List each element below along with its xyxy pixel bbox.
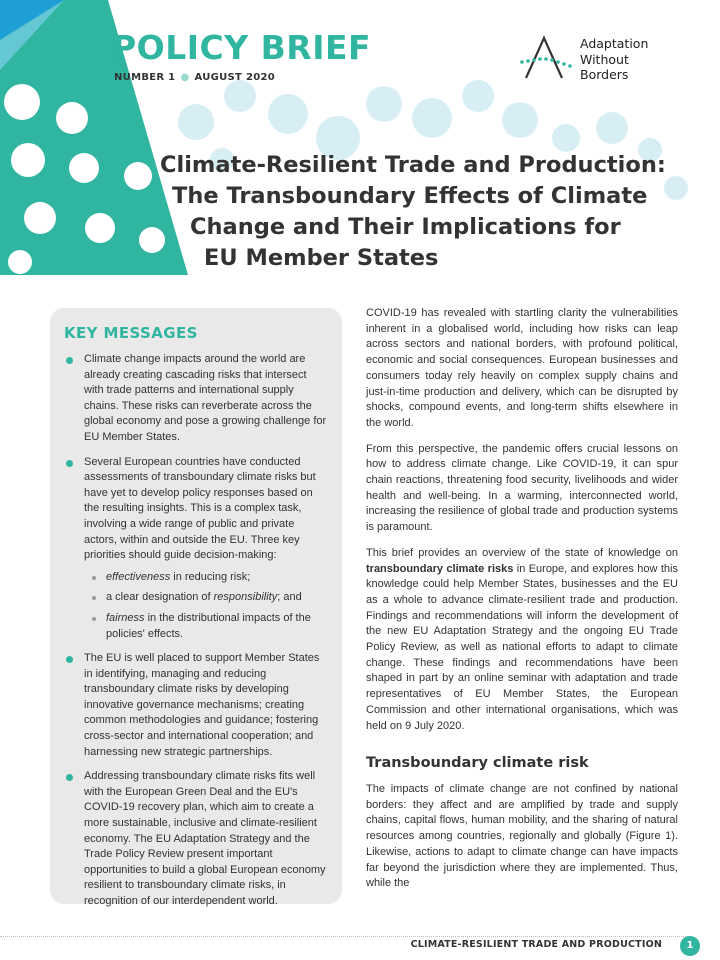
body-column: [366, 306, 678, 902]
key-message-text: The EU is well placed to support Member States in identifying, managing and reducing transboundary climate risks by developing innovative governance mechanisms; creating common methodologies and guidance; fostering cross-sector and international cooperation; and harnessing new strategic partnerships.: [84, 652, 320, 758]
priority-term: fairness: [106, 611, 145, 624]
key-messages-heading: KEY MESSAGES: [64, 324, 198, 342]
grey-bullet-icon: [92, 576, 96, 580]
issue-date: AUGUST 2020: [194, 72, 275, 83]
body-text: This brief provides an overview of the state of knowledge on: [366, 546, 678, 559]
page-number-badge: 1: [680, 936, 700, 956]
teal-bullet-icon: [66, 656, 73, 663]
title-line-3: Change and Their Implications for: [190, 214, 621, 240]
key-messages-box: [50, 308, 342, 907]
body-paragraph: [366, 546, 678, 734]
priority-text: a clear designation of: [106, 591, 214, 604]
logo-line-2: Without: [580, 51, 629, 67]
priority-item: [84, 590, 328, 606]
footer-running-title: CLIMATE-RESILIENT TRADE AND PRODUCTION: [403, 939, 662, 950]
priority-item: [84, 570, 328, 586]
logo-line-3: Borders: [580, 67, 629, 82]
priority-text: in the distributional impacts of the policies' effects.: [106, 611, 311, 640]
body-text: in Europe, and explores how this knowledge could help Member States, businesses and the EU as a whole to advance climate-resilient trade and production. Findings and recommendations will inform the development of the new EU Adaptation Strategy and the ongoing EU Trade Policy Review, as well as national efforts to adapt to climate change. These findings and recommendations have been shaped in part by an online seminar with adaptation and trade representatives of EU Member States, the European Commission and other international organisations, which was held on 9 July 2020.: [366, 562, 678, 732]
priority-text: in reducing risk;: [170, 570, 251, 583]
key-message-item: [64, 455, 328, 643]
key-message-text: Addressing transboundary climate risks fits well with the European Green Deal and the EU's COVID-19 recovery plan, which aim to create a more sustainable, inclusive and climate-resilient economy. The EU Adaptation Strategy and the Trade Policy Review present important opportunities to build a global European economy resilient to transboundary climate risks, in recognition of our interdependent world.: [84, 770, 326, 907]
adaptation-without-borders-logo: [518, 34, 668, 84]
body-paragraph: The impacts of climate change are not confined by national borders: they affect and are amplified by trade and supply chains, capital flows, human mobility, and the sharing of natural resources among countries, regionally and globally (Figure 1). Likewise, actions to adapt to climate change can have impacts far beyond the jurisdiction where they are implemented. Thus, while the: [366, 782, 678, 890]
body-bold-term: transboundary climate risks: [366, 562, 514, 575]
priority-text: ; and: [277, 591, 302, 604]
title-line-2: The Transboundary Effects of Climate: [172, 183, 648, 209]
key-message-text: Several European countries have conducted assessments of transboundary climate risks but have yet to develop policy responses based on the resulting insights. This is a complex task, involving a wide range of public and private actors, within and outside the EU. Three key priorities should guide decision-making:: [84, 455, 316, 562]
footer-dotted-rule: [0, 936, 690, 937]
key-messages-list: [64, 352, 328, 910]
section-heading: Transboundary climate risk: [366, 755, 589, 772]
priority-term: effectiveness: [106, 570, 171, 583]
logo-text: [580, 36, 648, 83]
document-title: [150, 150, 690, 274]
key-message-text: Climate change impacts around the world are already creating cascading risks that intersect with trade patterns and international supply chains. These risks can reverberate across the global economy and pose a growing challenge for EU Member States.: [84, 353, 327, 443]
body-paragraph: COVID-19 has revealed with startling clarity the vulnerabilities inherent in a globalised world, including how risks can leap across sectors and national borders, with profound political, economic and social consequences. European businesses and consumers today rely heavily on complex supply chains and just-in-time production and delivery, which can be disrupted by shocks, compound events, and long-term shifts elsewhere in the world.: [366, 307, 678, 429]
logo-line-1: Adaptation: [580, 36, 649, 51]
issue-line: [114, 72, 275, 83]
policy-brief-label: POLICY BRIEF: [112, 28, 372, 67]
teal-bullet-icon: [66, 357, 73, 364]
logo-a-icon: [518, 34, 574, 82]
priority-item: [84, 611, 328, 642]
body-paragraph: From this perspective, the pandemic offers crucial lessons on how to address climate change. Like COVID-19, it can spur chain reactions, threatening food security, livelihoods and wider health and well-being. In a warming, interconnected world, increasing the resilience of global trade and production systems is paramount.: [366, 442, 678, 534]
key-message-item: [64, 769, 328, 909]
teal-bullet-icon: [66, 774, 73, 781]
title-line-4: EU Member States: [204, 245, 439, 271]
grey-bullet-icon: [92, 596, 96, 600]
issue-separator: ●: [180, 72, 190, 83]
priorities-list: [84, 570, 328, 642]
key-message-item: [64, 352, 328, 446]
teal-bullet-icon: [66, 460, 73, 467]
key-message-item: [64, 651, 328, 760]
grey-bullet-icon: [92, 617, 96, 621]
issue-number: NUMBER 1: [114, 72, 176, 83]
title-line-1: Climate-Resilient Trade and Production:: [160, 152, 666, 178]
priority-term: responsibility: [213, 591, 278, 604]
